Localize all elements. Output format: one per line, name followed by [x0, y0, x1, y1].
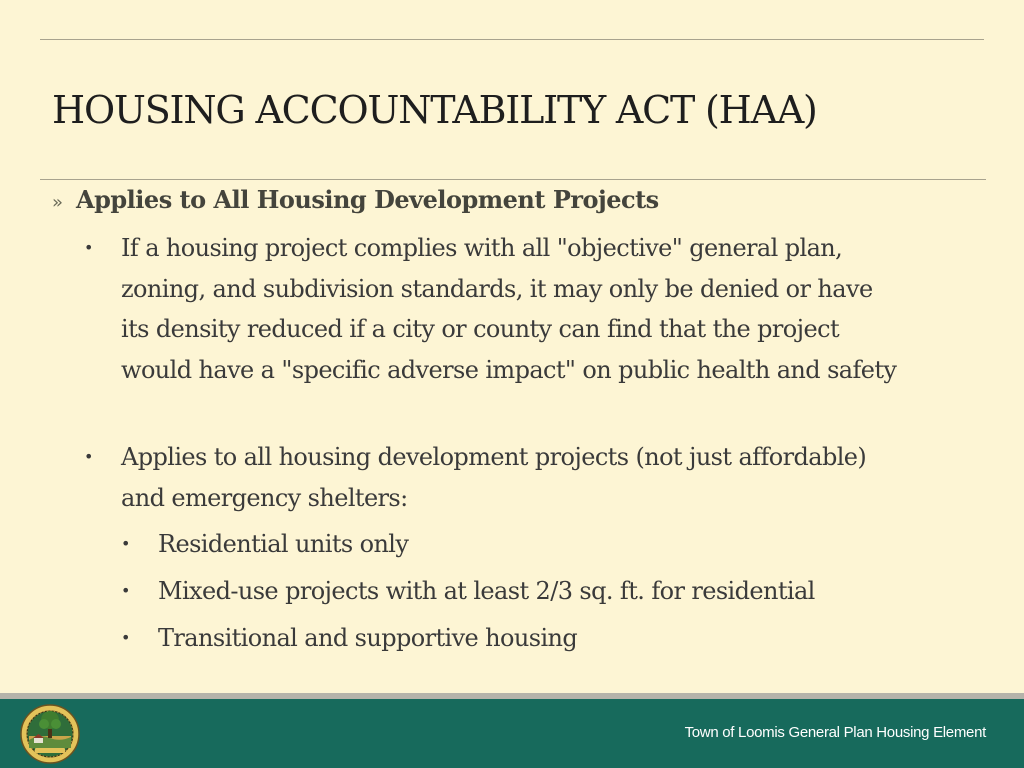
section-heading: Applies to All Housing Development Projects [76, 185, 659, 214]
sub-bullet-item [121, 618, 577, 658]
sub-bullet-text: Residential units only [158, 530, 409, 558]
title-divider [40, 179, 986, 180]
slide-title: HOUSING ACCOUNTABILITY ACT (HAA) [52, 88, 817, 132]
footer-bar [0, 699, 1024, 768]
bullet-item [84, 437, 904, 518]
sub-bullet-item [121, 571, 815, 611]
level1-heading-item [52, 185, 659, 214]
top-divider [40, 39, 984, 40]
bullet-text: If a housing project complies with all "objective" general plan, zoning, and subdivision standards, it may only be denied or have its density reduced if a city or county can find that the project would have a "specific adverse impact" on public health and safety [121, 234, 897, 384]
sub-bullet-item [121, 524, 408, 564]
bullet-icon: • [121, 581, 131, 600]
bullet-icon: • [84, 447, 94, 466]
town-of-loomis-seal-icon [20, 704, 80, 764]
double-chevron-icon: » [52, 192, 64, 213]
bullet-text: Applies to all housing development projects (not just affordable) and emergency shelters: [121, 443, 867, 512]
footer-caption: Town of Loomis General Plan Housing Element [684, 724, 986, 741]
bullet-icon: • [84, 238, 94, 257]
bullet-icon: • [121, 534, 131, 553]
bullet-icon: • [121, 628, 131, 647]
sub-bullet-text: Transitional and supportive housing [158, 624, 578, 652]
sub-bullet-text: Mixed-use projects with at least 2/3 sq. ft. for residential [158, 577, 815, 605]
bullet-item [84, 228, 904, 390]
